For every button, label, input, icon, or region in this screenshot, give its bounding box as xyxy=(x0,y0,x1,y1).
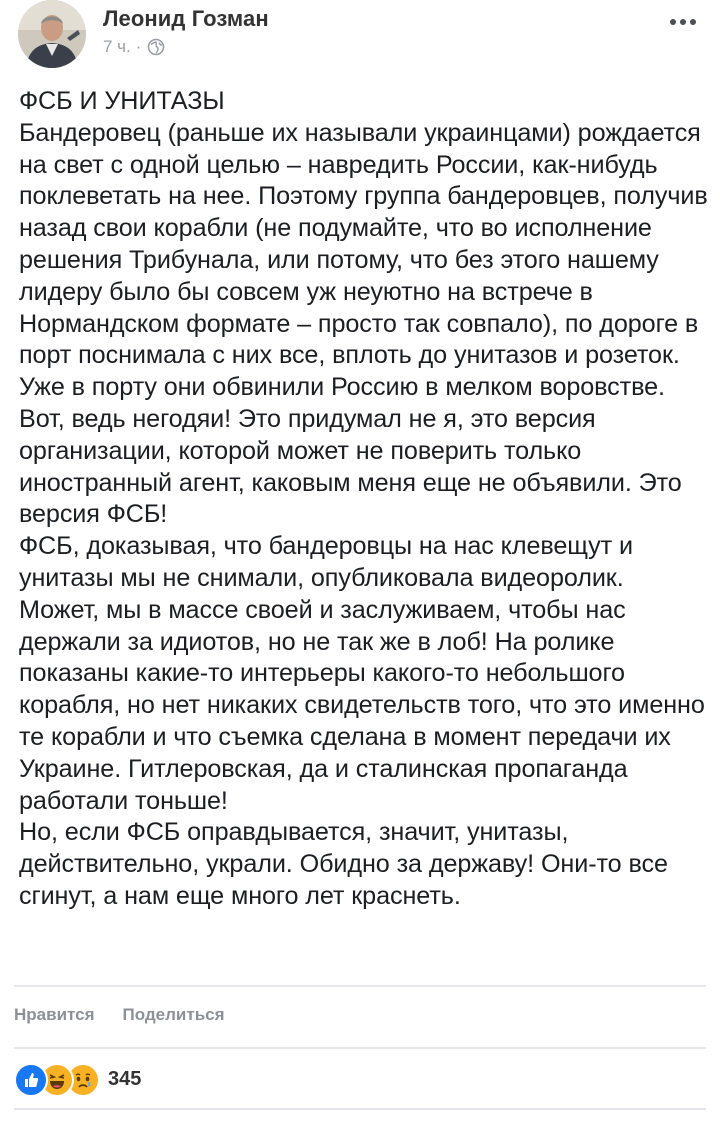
reaction-icons xyxy=(14,1062,102,1096)
post-time[interactable]: 7 ч. xyxy=(103,37,131,56)
share-button[interactable]: Поделиться xyxy=(122,1005,225,1024)
post-header xyxy=(0,0,720,76)
divider xyxy=(14,1047,706,1049)
reaction-count: 345 xyxy=(108,1067,142,1090)
more-dots-icon[interactable] xyxy=(668,14,698,30)
like-icon xyxy=(14,1063,48,1097)
meta-separator: · xyxy=(135,37,142,56)
divider xyxy=(14,985,706,987)
divider xyxy=(14,1108,706,1110)
post-meta xyxy=(103,37,165,57)
globe-icon xyxy=(147,38,165,56)
post-text: ФСБ И УНИТАЗЫ Бандеровец (раньше их называли украинцами) рождается на свет с одной целью – навредить России, как-нибудь поклеветать на нее. Поэтому группа бандеровцев, получив назад свои корабли (не подумайте, что во исполнение решения Трибунала, или потому, что без этого нашему лидеру было бы совсем уж неуютно на встрече в Нормандском формате – просто так совпало), по дороге в порт поснимала с них все, вплоть до унитазов и розеток. Уже в порту они обвинили Россию в мелком воровстве. Вот, ведь негодяи! Это придумал не я, это версия организации, которой может не поверить только иностранный агент, каковым меня еще не объявили. Это версия ФСБ! ФСБ, доказывая, что бандеровцы на нас клевещут и унитазы мы не снимали, опубликовала видеоролик. Может, мы в массе своей и заслуживаем, чтобы нас держали за идиотов, но не так же в лоб! На ролике показаны какие-то интерьеры какого-то небольшого корабля, но нет никаких свидетельств того, что это именно те корабли и что съемка сделана в момент передачи их Украине. Гитлеровская, да и сталинская пропаганда работали тоньше! Но, если ФСБ оправдывается, значит, унитазы, действительно, украли. Обидно за державу! Они-то все сгинут, а нам еще много лет краснеть. xyxy=(19,87,708,910)
author-name[interactable]: Леонид Гозман xyxy=(103,6,269,31)
reactions-summary[interactable] xyxy=(14,1062,141,1096)
post-actions xyxy=(14,1002,225,1028)
avatar[interactable] xyxy=(18,0,86,68)
like-button[interactable]: Нравится xyxy=(14,1005,95,1024)
